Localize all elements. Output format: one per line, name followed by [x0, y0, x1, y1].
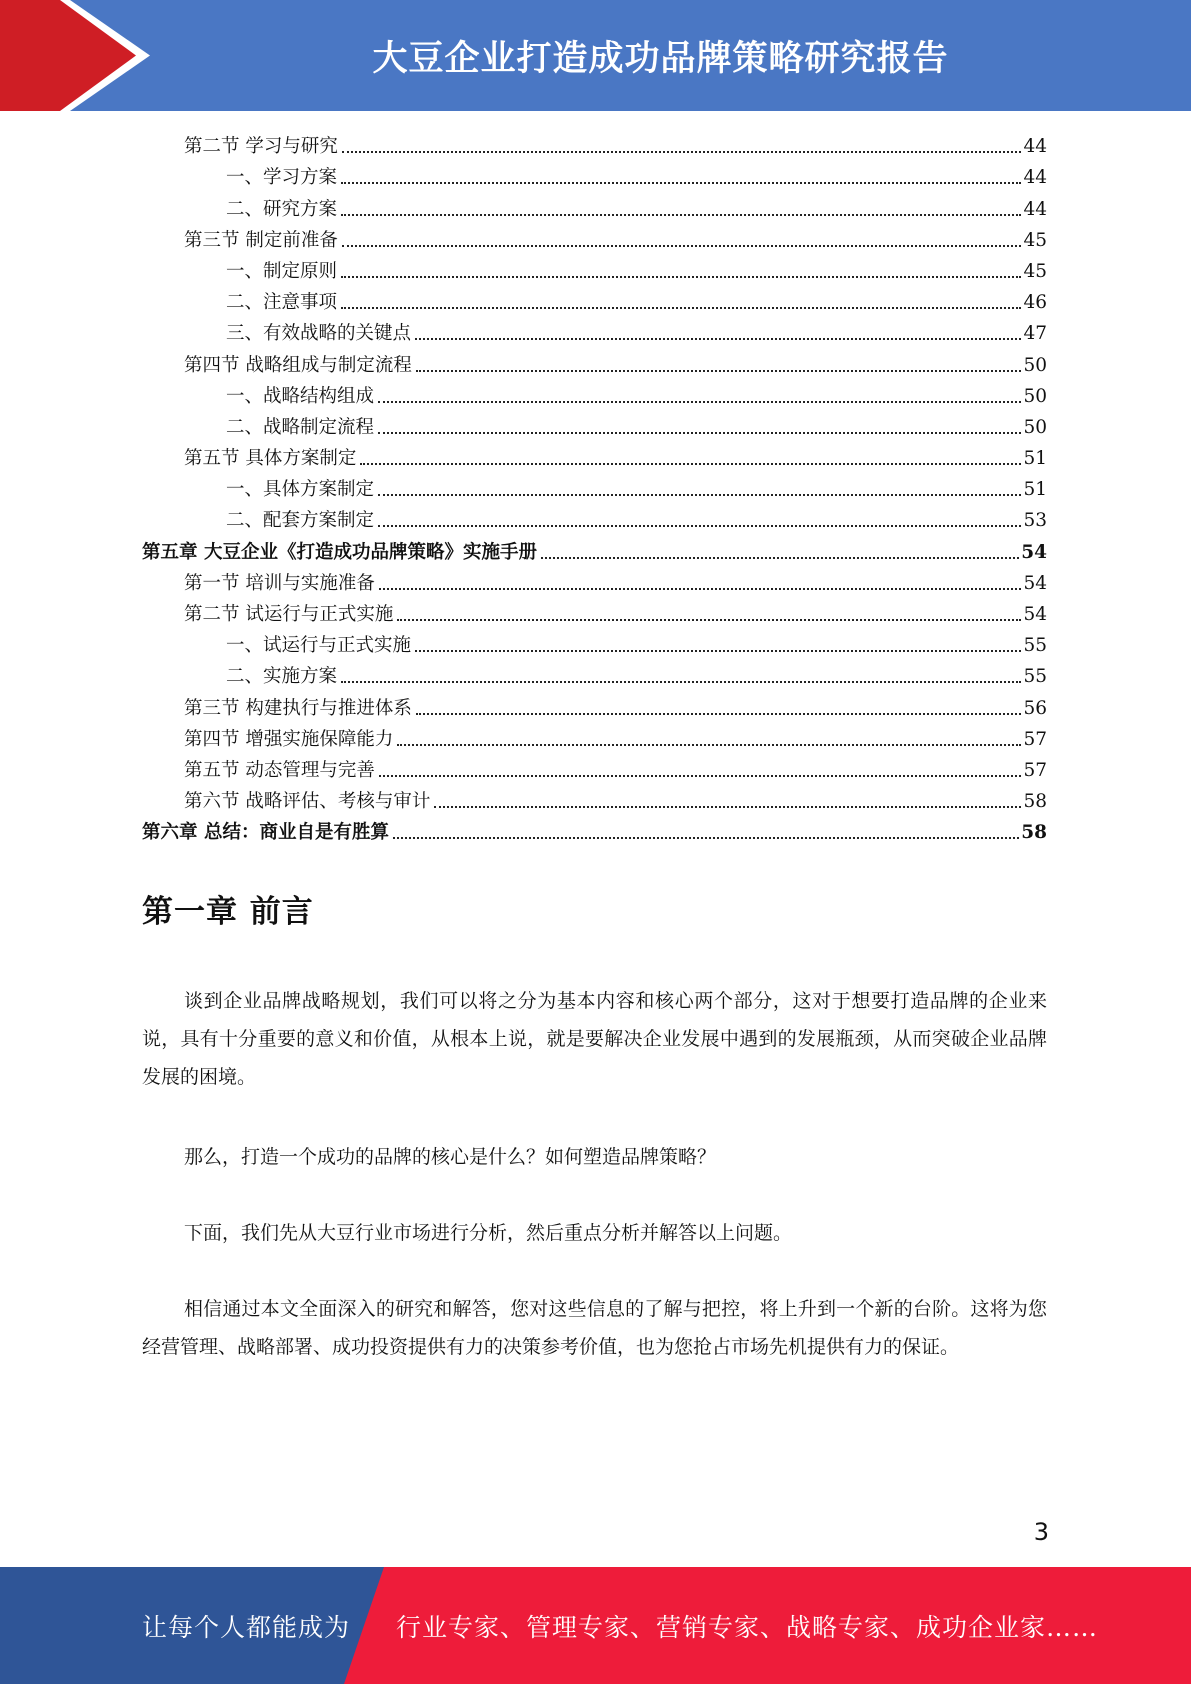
toc-dot-leader: [378, 525, 1021, 527]
footer-slogan-left: 让每个人都能成为: [142, 1612, 351, 1642]
toc-entry-title: 第六章 总结：商业自是有胜算: [142, 822, 389, 844]
toc-entry-title: 二、实施方案: [226, 666, 338, 688]
toc-entry[interactable]: [142, 783, 1047, 814]
toc-entry[interactable]: [142, 627, 1047, 658]
chapter-title: 第一章 前言: [142, 894, 314, 930]
toc-entry-page: 46: [1023, 292, 1047, 314]
toc-entry-page: 45: [1023, 229, 1047, 251]
toc-entry-page: 44: [1023, 167, 1047, 189]
toc-entry-page: 55: [1023, 635, 1047, 657]
toc-entry-page: 56: [1023, 697, 1047, 719]
toc-entry-title: 第三节 制定前准备: [184, 229, 338, 251]
toc-entry-page: 44: [1023, 198, 1047, 220]
paragraph-text: 那么，打造一个成功的品牌的核心是什么？如何塑造品牌策略？: [184, 1146, 717, 1168]
toc-entry-title: 二、研究方案: [226, 198, 338, 220]
toc-dot-leader: [416, 713, 1022, 715]
toc-entry[interactable]: [142, 814, 1047, 845]
toc-dot-leader: [397, 619, 1021, 621]
page-number: 3: [1033, 1518, 1049, 1546]
toc-entry-page: 57: [1023, 759, 1047, 781]
toc-dot-leader: [434, 806, 1021, 808]
toc-entry-title: 第二节 学习与研究: [184, 136, 338, 158]
toc-dot-leader: [341, 307, 1021, 309]
toc-entry-title: 一、具体方案制定: [226, 479, 375, 501]
toc-dot-leader: [341, 182, 1021, 184]
toc-entry-page: 50: [1023, 385, 1047, 407]
toc-entry[interactable]: [142, 658, 1047, 689]
paragraph-text: 下面，我们先从大豆行业市场进行分析，然后重点分析并解答以上问题。: [184, 1222, 793, 1244]
toc-entry[interactable]: [142, 502, 1047, 533]
toc-entry-page: 51: [1023, 479, 1047, 501]
toc-entry-page: 54: [1021, 541, 1047, 563]
toc-entry[interactable]: [142, 378, 1047, 409]
footer-slogan-right: 行业专家、管理专家、营销专家、战略专家、成功企业家……: [396, 1612, 1099, 1642]
paragraph-text: 谈到企业品牌战略规划，我们可以将之分为基本内容和核心两个部分，这对于想要打造品牌的企业来说，具有十分重要的意义和价值，从根本上说，就是要解决企业发展中遇到的发展瓶颈，从而突破企业品牌发展的困境。: [142, 990, 1047, 1088]
toc-entry-page: 53: [1023, 510, 1047, 532]
toc-entry-page: 45: [1023, 260, 1047, 282]
toc-entry-page: 51: [1023, 448, 1047, 470]
body-paragraph-2: [142, 1138, 1047, 1176]
toc-dot-leader: [415, 338, 1021, 340]
report-title: 大豆企业打造成功品牌策略研究报告: [372, 38, 949, 79]
toc-entry[interactable]: [142, 533, 1047, 564]
toc-entry[interactable]: [142, 721, 1047, 752]
toc-dot-leader: [342, 245, 1022, 247]
toc-entry-title: 第二节 试运行与正式实施: [184, 604, 394, 625]
toc-entry-title: 第一节 培训与实施准备: [184, 572, 375, 594]
toc-entry-page: 50: [1023, 354, 1047, 376]
toc-entry[interactable]: [142, 752, 1047, 783]
page-header: [0, 0, 1191, 111]
toc-dot-leader: [341, 276, 1021, 278]
header-arrow-icon: [0, 0, 160, 111]
body-paragraph-3: [142, 1214, 1047, 1252]
toc-dot-leader: [378, 401, 1021, 403]
toc-dot-leader: [379, 775, 1022, 777]
toc-entry[interactable]: [142, 596, 1047, 627]
toc-entry[interactable]: [142, 222, 1047, 253]
toc-dot-leader: [416, 370, 1022, 372]
toc-entry[interactable]: [142, 471, 1047, 502]
toc-entry-page: 58: [1023, 791, 1047, 813]
toc-entry-page: 44: [1023, 136, 1047, 158]
page-footer: [0, 1567, 1191, 1684]
toc-entry-title: 一、学习方案: [226, 167, 338, 189]
toc-dot-leader: [378, 494, 1021, 496]
toc-entry[interactable]: [142, 409, 1047, 440]
toc-dot-leader: [393, 837, 1019, 839]
toc-entry[interactable]: [142, 440, 1047, 471]
toc-entry-page: 54: [1023, 604, 1047, 625]
toc-entry-title: 第四节 增强实施保障能力: [184, 728, 394, 750]
toc-dot-leader: [360, 463, 1021, 465]
table-of-contents: [142, 128, 1047, 845]
toc-entry[interactable]: [142, 565, 1047, 596]
toc-entry[interactable]: [142, 346, 1047, 377]
toc-entry-title: 第六节 战略评估、考核与审计: [184, 791, 431, 813]
toc-entry-title: 二、注意事项: [226, 292, 338, 314]
toc-dot-leader: [341, 681, 1021, 683]
body-paragraph-4: [142, 1290, 1047, 1366]
toc-entry[interactable]: [142, 190, 1047, 221]
toc-entry[interactable]: [142, 253, 1047, 284]
toc-dot-leader: [341, 214, 1021, 216]
toc-dot-leader: [415, 650, 1021, 652]
toc-entry-title: 一、制定原则: [226, 260, 338, 282]
toc-dot-leader: [342, 151, 1022, 153]
toc-entry-title: 第四节 战略组成与制定流程: [184, 354, 412, 376]
toc-dot-leader: [397, 744, 1021, 746]
toc-entry-title: 三、有效战略的关键点: [226, 323, 412, 345]
toc-entry[interactable]: [142, 689, 1047, 720]
toc-entry-page: 47: [1023, 323, 1047, 345]
paragraph-text: 相信通过本文全面深入的研究和解答，您对这些信息的了解与把控，将上升到一个新的台阶。这将为您经营管理、战略部署、成功投资提供有力的决策参考价值，也为您抢占市场先机提供有力的保证。: [142, 1298, 1047, 1358]
toc-entry-title: 第三节 构建执行与推进体系: [184, 697, 412, 719]
toc-entry-title: 第五节 动态管理与完善: [184, 759, 375, 781]
toc-entry[interactable]: [142, 284, 1047, 315]
toc-entry-page: 58: [1021, 822, 1047, 844]
toc-entry-page: 50: [1023, 416, 1047, 438]
toc-entry[interactable]: [142, 315, 1047, 346]
toc-entry-title: 第五章 大豆企业《打造成功品牌策略》实施手册: [142, 541, 537, 563]
body-paragraph-1: [142, 982, 1047, 1096]
toc-entry-title: 一、试运行与正式实施: [226, 635, 412, 657]
toc-dot-leader: [541, 557, 1019, 559]
toc-entry-page: 57: [1023, 728, 1047, 750]
toc-entry[interactable]: [142, 128, 1047, 159]
toc-dot-leader: [378, 432, 1021, 434]
toc-entry[interactable]: [142, 159, 1047, 190]
toc-dot-leader: [379, 588, 1022, 590]
toc-entry-page: 54: [1023, 572, 1047, 594]
toc-entry-title: 一、战略结构组成: [226, 385, 375, 407]
toc-entry-title: 二、战略制定流程: [226, 416, 375, 438]
toc-entry-title: 第五节 具体方案制定: [184, 448, 357, 470]
toc-entry-title: 二、配套方案制定: [226, 510, 375, 532]
toc-entry-page: 55: [1023, 666, 1047, 688]
